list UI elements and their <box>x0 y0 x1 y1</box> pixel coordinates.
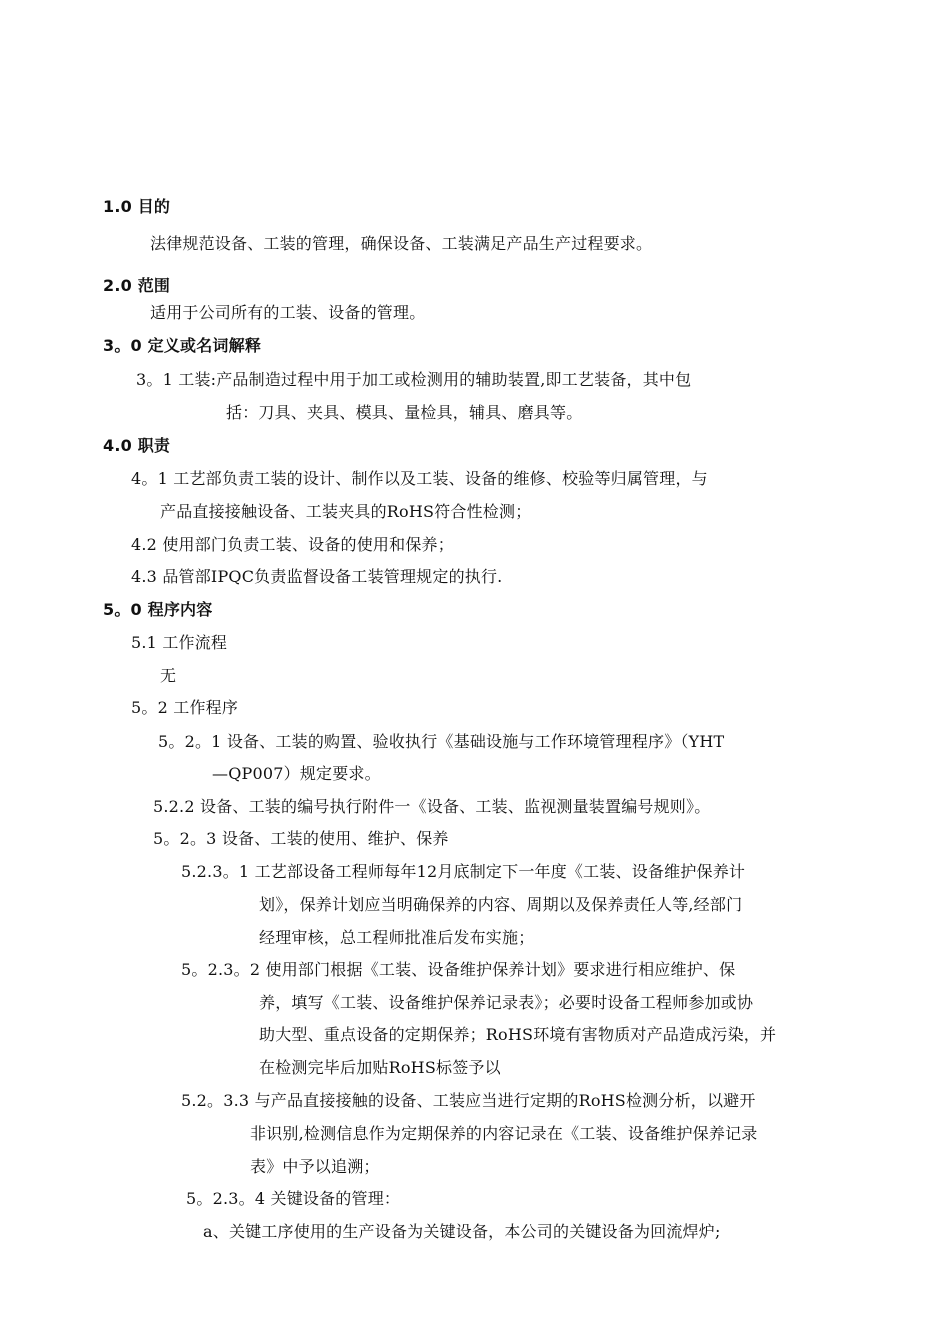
procedure-line: 表》中予以追溯； <box>250 1157 380 1176</box>
procedure-line: 5。2。1 设备、工装的购置、验收执行《基础设施与工作环境管理程序》（YHT <box>158 732 725 751</box>
section-heading-definitions: 3。0 定义或名词解释 <box>103 336 262 355</box>
procedure-line: —QP007）规定要求。 <box>212 764 381 783</box>
procedure-line: 非识别,检测信息作为定期保养的内容记录在《工装、设备维护保养记录 <box>250 1124 758 1143</box>
definition-line: 3。1 工装:产品制造过程中用于加工或检测用的辅助装置,即工艺装备，其中包 <box>136 370 692 389</box>
procedure-line: 助大型、重点设备的定期保养；RoHS环境有害物质对产品造成污染，并 <box>259 1025 777 1044</box>
procedure-line: 5。2.3。4 关键设备的管理： <box>186 1189 401 1208</box>
procedure-line: 5.2.2 设备、工装的编号执行附件一《设备、工装、监视测量装置编号规则》。 <box>153 797 711 816</box>
purpose-text: 法律规范设备、工装的管理，确保设备、工装满足产品生产过程要求。 <box>150 234 653 253</box>
procedure-line: 5。2.3。2 使用部门根据《工装、设备维护保养计划》要求进行相应维护、保 <box>181 960 736 979</box>
definition-line: 括：刀具、夹具、模具、量检具，辅具、磨具等。 <box>226 403 583 422</box>
responsibility-line: 4。1 工艺部负责工装的设计、制作以及工装、设备的维修、校验等归属管理，与 <box>131 469 708 488</box>
responsibility-line: 4.2 使用部门负责工装、设备的使用和保养； <box>131 535 454 554</box>
scope-text: 适用于公司所有的工装、设备的管理。 <box>150 303 426 322</box>
procedure-line: 5。2。3 设备、工装的使用、维护、保养 <box>153 829 449 848</box>
responsibility-line: 4.3 品管部IPQC负责监督设备工装管理规定的执行. <box>131 567 503 586</box>
section-heading-scope: 2.0 范围 <box>103 276 171 295</box>
procedure-line: 5。2 工作程序 <box>131 698 239 717</box>
section-heading-procedure: 5。0 程序内容 <box>103 600 213 619</box>
procedure-line: 养，填写《工装、设备维护保养记录表》；必要时设备工程师参加或协 <box>259 993 754 1012</box>
procedure-line: 划》，保养计划应当明确保养的内容、周期以及保养责任人等,经部门 <box>259 895 743 914</box>
responsibility-line: 产品直接接触设备、工装夹具的RoHS符合性检测； <box>160 502 532 521</box>
procedure-line: 5.1 工作流程 <box>131 633 228 652</box>
procedure-line: a、关键工序使用的生产设备为关键设备，本公司的关键设备为回流焊炉; <box>203 1222 721 1241</box>
section-heading-responsibilities: 4.0 职责 <box>103 436 171 455</box>
procedure-line: 5.2。3.3 与产品直接接触的设备、工装应当进行定期的RoHS检测分析，以避开 <box>181 1091 756 1110</box>
procedure-line: 无 <box>160 666 177 685</box>
procedure-line: 经理审核，总工程师批准后发布实施； <box>259 928 535 947</box>
procedure-line: 5.2.3。1 工艺部设备工程师每年12月底制定下一年度《工装、设备维护保养计 <box>181 862 746 881</box>
procedure-line: 在检测完毕后加贴RoHS标签予以 <box>259 1058 501 1077</box>
section-heading-purpose: 1.0 目的 <box>103 197 171 216</box>
